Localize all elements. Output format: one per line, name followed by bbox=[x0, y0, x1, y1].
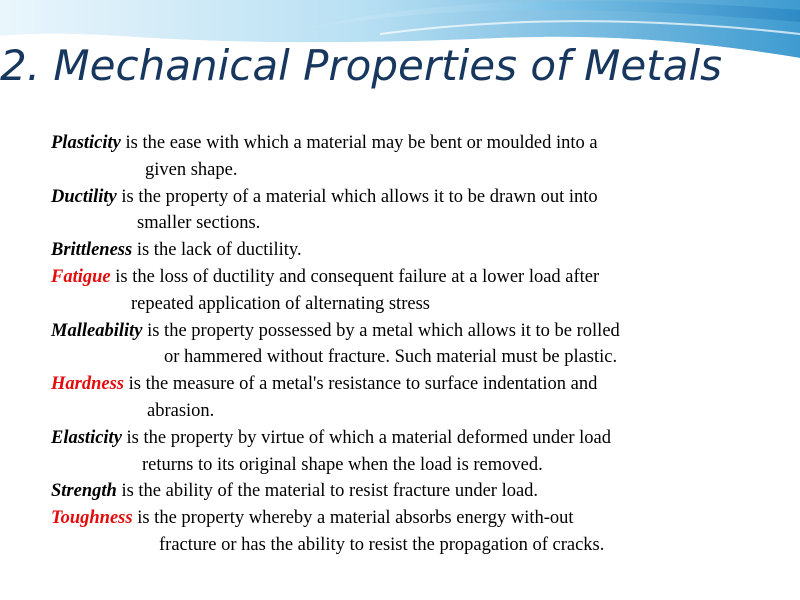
term-malleability: Malleability bbox=[51, 320, 143, 341]
definition-continuation: or hammered without fracture. Such material must be plastic. bbox=[164, 347, 618, 368]
definition-text: is the measure of a metal's resistance to surface indentation and bbox=[124, 374, 598, 395]
definition-ductility bbox=[51, 184, 771, 238]
definition-first-line bbox=[51, 371, 771, 398]
term-plasticity: Plasticity bbox=[51, 133, 121, 153]
slide-title: 2. Mechanical Properties of Metals bbox=[0, 41, 723, 90]
definition-text: is the lack of ductility. bbox=[132, 240, 302, 261]
definition-text: is the ability of the material to resist fracture under load. bbox=[116, 481, 539, 502]
definition-first-line bbox=[51, 264, 771, 291]
definition-first-line bbox=[51, 130, 771, 157]
definition-continuation: abrasion. bbox=[147, 400, 215, 421]
definition-continuation: smaller sections. bbox=[137, 213, 261, 234]
term-ductility: Ductility bbox=[51, 186, 117, 207]
definition-continuation: repeated application of alternating stress bbox=[131, 293, 430, 314]
term-strength: Strength bbox=[51, 481, 117, 502]
definition-first-line bbox=[51, 237, 771, 264]
definition-text: is the property whereby a material absorbs energy with-out bbox=[132, 508, 574, 529]
definition-first-line bbox=[51, 478, 771, 505]
definition-text: is the loss of ductility and consequent failure at a lower load after bbox=[110, 266, 600, 287]
definition-text: is the property of a material which allows it to be drawn out into bbox=[116, 186, 598, 207]
definition-first-line bbox=[51, 184, 771, 211]
definitions-list bbox=[51, 130, 771, 559]
term-fatigue: Fatigue bbox=[51, 266, 111, 287]
definition-continuation: fracture or has the ability to resist the propagation of cracks. bbox=[159, 534, 605, 555]
definition-continuation: given shape. bbox=[145, 159, 238, 180]
definition-first-line bbox=[51, 425, 771, 452]
definition-text: is the property by virtue of which a material deformed under load bbox=[121, 427, 611, 448]
definition-brittleness bbox=[51, 237, 771, 264]
definition-elasticity bbox=[51, 425, 771, 479]
definition-first-line bbox=[51, 318, 771, 345]
definition-strength bbox=[51, 478, 771, 505]
definition-hardness bbox=[51, 371, 771, 425]
definition-malleability bbox=[51, 318, 771, 372]
term-toughness: Toughness bbox=[51, 508, 133, 529]
definition-continuation: returns to its original shape when the load is removed. bbox=[142, 454, 543, 475]
definition-toughness bbox=[51, 505, 771, 559]
definition-text: is the ease with which a material may be bent or moulded into a bbox=[120, 133, 598, 153]
definition-plasticity bbox=[51, 130, 771, 184]
definition-first-line bbox=[51, 505, 771, 532]
definition-fatigue bbox=[51, 264, 771, 318]
term-brittleness: Brittleness bbox=[51, 240, 133, 261]
term-elasticity: Elasticity bbox=[51, 427, 122, 448]
definition-text: is the property possessed by a metal which allows it to be rolled bbox=[142, 320, 620, 341]
term-hardness: Hardness bbox=[51, 374, 124, 395]
